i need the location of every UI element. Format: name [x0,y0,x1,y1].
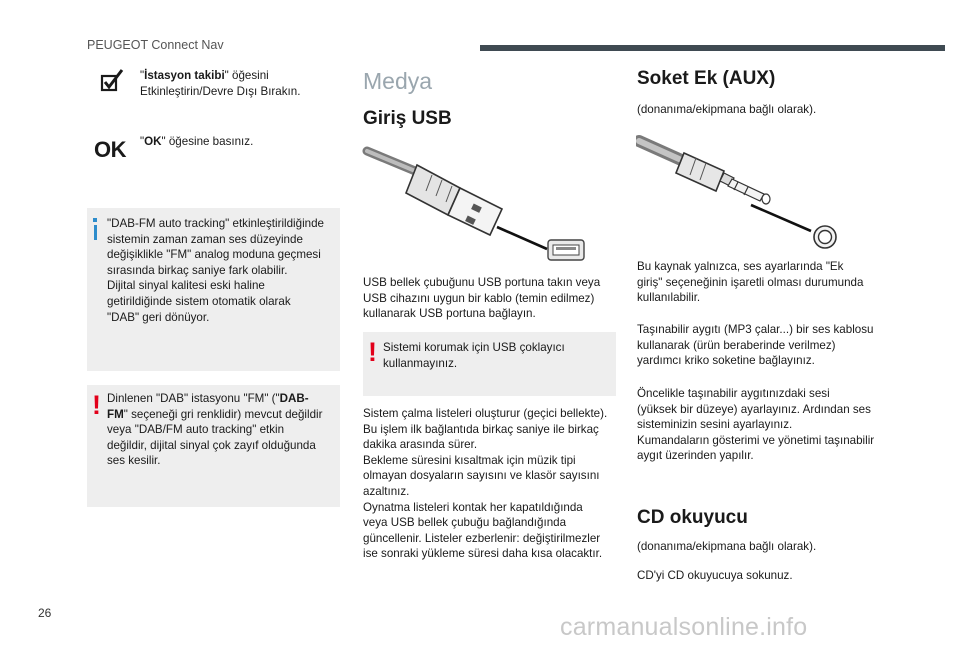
header-bar [480,45,945,51]
ok-icon: OK [94,137,126,162]
usb-title: Giriş USB [363,108,452,129]
page-number: 26 [38,606,52,620]
warning-text-dab: Dinlenen "DAB" istasyonu "FM" ("DAB- FM" seçeneği gri renklidir) mevcut değildir veya "DAB/FM auto tracking" etkin değildir, dijital sinyal çok zayıf olduğunda ses kesilir. [107,392,323,468]
aux-paragraph-2: Taşınabilir aygıtı (MP3 çalar...) bir ses kablosu kullanarak (ürün beraberinde verilmez) yardımcı kriko soketine bağlayınız. [637,323,874,368]
cd-instruction: CD'yi CD okuyucuya sokunuz. [637,569,793,582]
aux-paragraph-3: Öncelikle taşınabilir aygıtınızdaki sesi (yüksek bir düzeye) ayarlayınız. Ardından ses sisteminizin sesini ayarlayınız. Kumandaların gösterimi ve yönetimi taşınabilir aygıt üzerinden yapılır. [637,387,875,463]
aux-paragraph-1: Bu kaynak yalnızca, ses ayarlarında "Ek giriş" seçeneğinin işaretli olması durumunda kullanılabilir. [637,260,864,305]
watermark: carmanualsonline.info [560,613,808,641]
header-title: PEUGEOT Connect Nav [87,38,224,52]
warning-icon: ! [92,390,101,420]
warning-icon: ! [368,337,377,367]
step-toggle-station-tracking: "İstasyon takibi" öğesini Etkinleştirin/Devre Dışı Bırakın. [140,69,301,98]
cd-title: CD okuyucu [637,507,748,528]
cd-note: (donanıma/ekipmana bağlı olarak). [637,540,817,553]
aux-title: Soket Ek (AUX) [637,68,776,89]
jack-plug-illustration [636,133,851,258]
warning-text-usb: Sistemi korumak için USB çoklayıcı kullanmayınız. [383,341,565,370]
playlist-info: Sistem çalma listeleri oluşturur (geçici bellekte). Bu işlem ilk bağlantıda birkaç saniye ile birkaç dakika arasında sürer. Bekleme süresini kısaltmak için müzik tipi olmayan dosyaların sayısını ve klasör sayısını azaltınız. Oynatma listeleri kontak her kapatıldığında veya USB bellek çubuğu bağlandığında güncellenir. Listeler ezberlenir: değiştirilmezler ise sonraki yükleme süresi daha kısa olacaktır. [363,407,608,561]
info-icon [93,218,99,240]
info-text: "DAB-FM auto tracking" etkinleştirildiğinde sistemin zaman zaman ses düzeyinde değişiklikle "FM" analog moduna geçmesi sırasında birkaç saniye fark olabilir. Dijital sinyal kalitesi eski haline getirildiğinde sistem otomatik olarak "DAB" geri dönüyor. [107,217,325,324]
usb-plug-illustration [362,143,592,273]
section-title-media: Medya [363,68,433,94]
usb-instructions: USB bellek çubuğunu USB portuna takın veya USB cihazını uygun bir kablo (temin edilmez) kullanarak USB portuna bağlayın. [363,276,601,321]
step-press-ok: "OK" öğesine basınız. [140,135,254,148]
checkbox-icon [100,68,126,97]
aux-note: (donanıma/ekipmana bağlı olarak). [637,103,817,116]
